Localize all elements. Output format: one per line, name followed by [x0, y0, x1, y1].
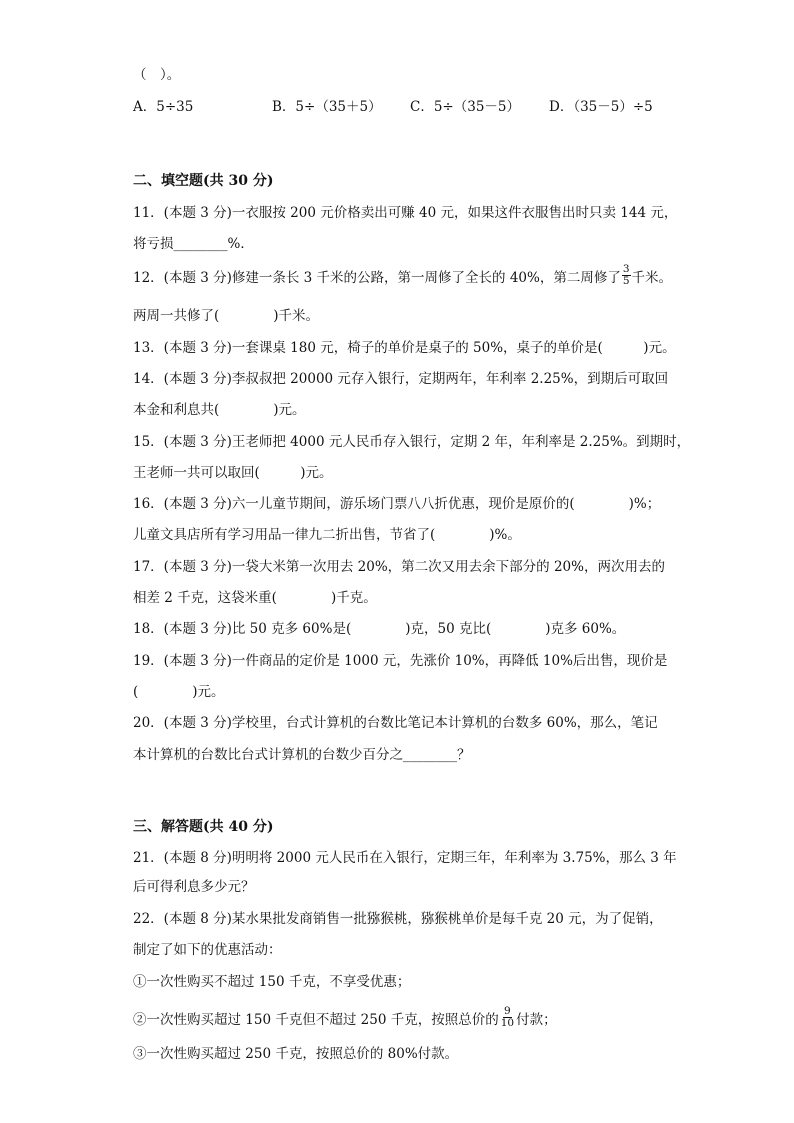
- q12-text: 12．(本题 3 分)修建一条长 3 千米的公路，第一周修了全长的 40%，第二周修了: [133, 270, 621, 286]
- section-3-title: 三、解答题(共 40 分): [133, 819, 274, 835]
- q22-rule-2: [133, 1005, 557, 1032]
- q22-line-1: 22．(本题 8 分)某水果批发商销售一批猕猴桃，猕猴桃单价是每千克 20 元，为了促销，: [133, 911, 663, 927]
- fraction-nine-tenths: [500, 1006, 515, 1029]
- q15-line-2: 王老师一共可以取回( )元。: [133, 465, 333, 481]
- prev-question-tail: （ ）。: [133, 67, 181, 83]
- q22-rule-2-suffix: 付款；: [516, 1012, 557, 1028]
- q20-line-2: 本计算机的台数比台式计算机的台数少百分之________？: [133, 747, 471, 763]
- q12-line-2: 两周一共修了( )千米。: [133, 308, 320, 324]
- fraction-denominator: 5: [622, 275, 630, 287]
- option-c: C．5÷（35－5）: [410, 99, 520, 115]
- q22-rule-1: ①一次性购买不超过 150 千克，不享受优惠；: [133, 974, 411, 990]
- fraction-numerator: 3: [622, 263, 630, 275]
- q20-line-1: 20．(本题 3 分)学校里，台式计算机的台数比笔记本计算机的台数多 60%，那么，笔记: [133, 715, 658, 731]
- fraction-denominator: 10: [500, 1017, 515, 1029]
- q17-line-1: 17．(本题 3 分)一袋大米第一次用去 20%，第二次又用去余下部分的 20%，两次用去的: [133, 559, 665, 575]
- q11-line-2: 将亏损________%．: [133, 236, 254, 252]
- q13-line: 13．(本题 3 分)一套课桌 180 元，椅子的单价是桌子的 50%，桌子的单价是( )元。: [133, 340, 676, 356]
- option-a: A．5÷35: [133, 99, 194, 115]
- q17-line-2: 相差 2 千克，这袋米重( )千克。: [133, 590, 377, 606]
- q22-line-2: 制定了如下的优惠活动：: [133, 942, 282, 958]
- q12-line-1: [133, 263, 673, 290]
- q14-line-1: 14．(本题 3 分)李叔叔把 20000 元存入银行，定期两年，年利率 2.25%，到期后可取回: [133, 371, 669, 387]
- option-d: D．（35－5）÷5: [549, 99, 653, 115]
- option-b: B．5÷（35＋5）: [272, 99, 382, 115]
- q14-line-2: 本金和利息共( )元。: [133, 402, 306, 418]
- q16-line-2: 儿童文具店所有学习用品一律九二折出售，节省了( )%。: [133, 527, 521, 543]
- q16-line-1: 16．(本题 3 分)六一儿童节期间，游乐场门票八八折优惠，现价是原价的( )%；: [133, 496, 661, 512]
- q19-line-2: ( )元。: [133, 684, 225, 700]
- section-2-title: 二、填空题(共 30 分): [133, 173, 274, 189]
- fraction-numerator: 9: [504, 1005, 511, 1017]
- q22-rule-3: ③一次性购买超过 250 千克，按照总价的 80%付款。: [133, 1046, 459, 1062]
- q21-line-1: 21．(本题 8 分)明明将 2000 元人民币在入银行，定期三年，年利率为 3.75%，那么 3 年: [133, 850, 677, 866]
- q12-unit: 千米。: [631, 270, 673, 286]
- q19-line-1: 19．(本题 3 分)一件商品的定价是 1000 元，先涨价 10%，再降低 10%后出售，现价是: [133, 653, 668, 669]
- q11-line-1: 11．(本题 3 分)一衣服按 200 元价格卖出可赚 40 元，如果这件衣服售出时只卖 144 元，: [133, 205, 678, 221]
- q21-line-2: 后可得利息多少元？: [133, 879, 255, 895]
- q18-line: 18．(本题 3 分)比 50 克多 60%是( )克，50 克比( )克多 60%。: [133, 621, 626, 637]
- fraction-three-fifths: [622, 264, 631, 287]
- q15-line-1: 15．(本题 3 分)王老师把 4000 元人民币存入银行，定期 2 年，年利率是 2.25%。到期时，: [133, 434, 691, 450]
- q22-rule-2-text: ②一次性购买超过 150 千克但不超过 250 千克，按照总价的: [133, 1012, 499, 1028]
